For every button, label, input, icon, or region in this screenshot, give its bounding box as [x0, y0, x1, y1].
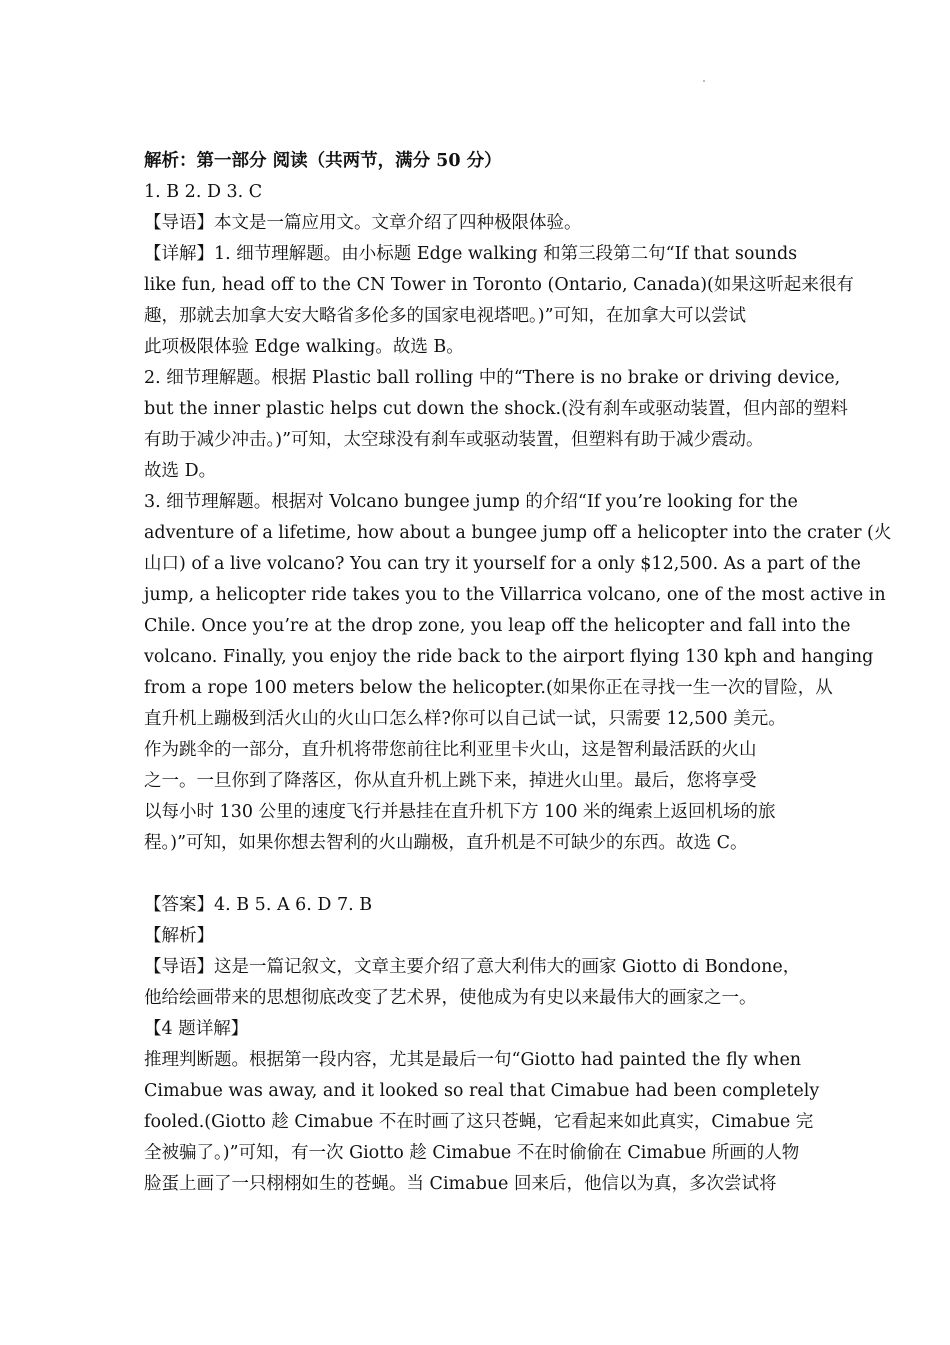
intro-line: 【导语】这是一篇记叙文，文章主要介绍了意大利伟大的画家 Giotto di Bondone， [144, 957, 801, 977]
paragraph-line: 脸蛋上画了一只栩栩如生的苍蝇。当 Cimabue 回来后，他信以为真，多次尝试将 [144, 1174, 777, 1194]
paragraph-line: 作为跳伞的一部分，直升机将带您前往比利亚里卡火山，这是智利最活跃的火山 [144, 740, 757, 760]
paragraph-line: 【导语】本文是一篇应用文。文章介绍了四种极限体验。 [144, 213, 582, 233]
paragraph-line: from a rope 100 meters below the helicopter.(如果你正在寻找一生一次的冒险，从 [144, 678, 833, 698]
paragraph-line: 2. 细节理解题。根据 Plastic ball rolling 中的“There is no brake or driving device, [144, 368, 841, 388]
document-body [144, 146, 892, 1200]
section-gap [144, 859, 814, 890]
paragraph-line: 直升机上蹦极到活火山的火山口怎么样?你可以自己试一试，只需要 12,500 美元。 [144, 709, 786, 729]
analysis-label: 【解析】 [144, 926, 214, 946]
answer-line-1-3: 1. B 2. D 3. C [144, 182, 263, 202]
paragraph-line: fooled.(Giotto 趁 Cimabue 不在时画了这只苍蝇，它看起来如此真实，Cimabue 完 [144, 1112, 814, 1132]
paragraph-line: 此项极限体验 Edge walking。故选 B。 [144, 337, 464, 357]
section-heading: 解析：第一部分 阅读（共两节，满分 50 分） [144, 151, 502, 171]
paragraph-line: volcano. Finally, you enjoy the ride back to the airport flying 130 kph and hanging [144, 647, 874, 667]
paragraph-line: 全被骗了。)”可知，有一次 Giotto 趁 Cimabue 不在时偷偷在 Cimabue 所画的人物 [144, 1143, 800, 1163]
paragraph-line: 以每小时 130 公里的速度飞行并悬挂在直升机下方 100 米的绳索上返回机场的旅 [144, 802, 776, 822]
paragraph-line: adventure of a lifetime, how about a bungee jump off a helicopter into the crater (火 [144, 523, 892, 543]
paragraph-line: 趣，那就去加拿大安大略省多伦多的国家电视塔吧。)”可知，在加拿大可以尝试 [144, 306, 747, 326]
intro-line: 他给绘画带来的思想彻底改变了艺术界，使他成为有史以来最伟大的画家之一。 [144, 988, 757, 1008]
paragraph-line: 有助于减少冲击。)”可知，太空球没有刹车或驱动装置，但塑料有助于减少震动。 [144, 430, 764, 450]
corner-mark [703, 80, 705, 82]
paragraph-line: 山口) of a live volcano? You can try it yourself for a only $12,500. As a part of the [144, 554, 861, 574]
paragraph-line: Chile. Once you’re at the drop zone, you leap off the helicopter and fall into the [144, 616, 851, 636]
paragraph-line: 【详解】1. 细节理解题。由小标题 Edge walking 和第三段第二句“If that sounds [144, 244, 798, 264]
question-4-label: 【4 题详解】 [144, 1019, 249, 1039]
paragraph-line: 推理判断题。根据第一段内容，尤其是最后一句“Giotto had painted the fly when [144, 1050, 802, 1070]
answer-line-4-7: 【答案】4. B 5. A 6. D 7. B [144, 895, 373, 915]
paragraph-line: like fun, head off to the CN Tower in Toronto (Ontario, Canada)(如果这听起来很有 [144, 275, 854, 295]
paragraph-line: jump, a helicopter ride takes you to the Villarrica volcano, one of the most active in [144, 585, 886, 605]
paragraph-line: Cimabue was away, and it looked so real that Cimabue had been completely [144, 1081, 820, 1101]
paragraph-line: 故选 D。 [144, 461, 217, 481]
paragraph-line: but the inner plastic helps cut down the shock.(没有刹车或驱动装置，但内部的塑料 [144, 399, 848, 419]
paragraph-line: 之一。一旦你到了降落区，你从直升机上跳下来，掉进火山里。最后，您将享受 [144, 771, 757, 791]
paragraph-line: 3. 细节理解题。根据对 Volcano bungee jump 的介绍“If you’re looking for the [144, 492, 798, 512]
paragraph-line: 程。)”可知，如果你想去智利的火山蹦极，直升机是不可缺少的东西。故选 C。 [144, 833, 748, 853]
